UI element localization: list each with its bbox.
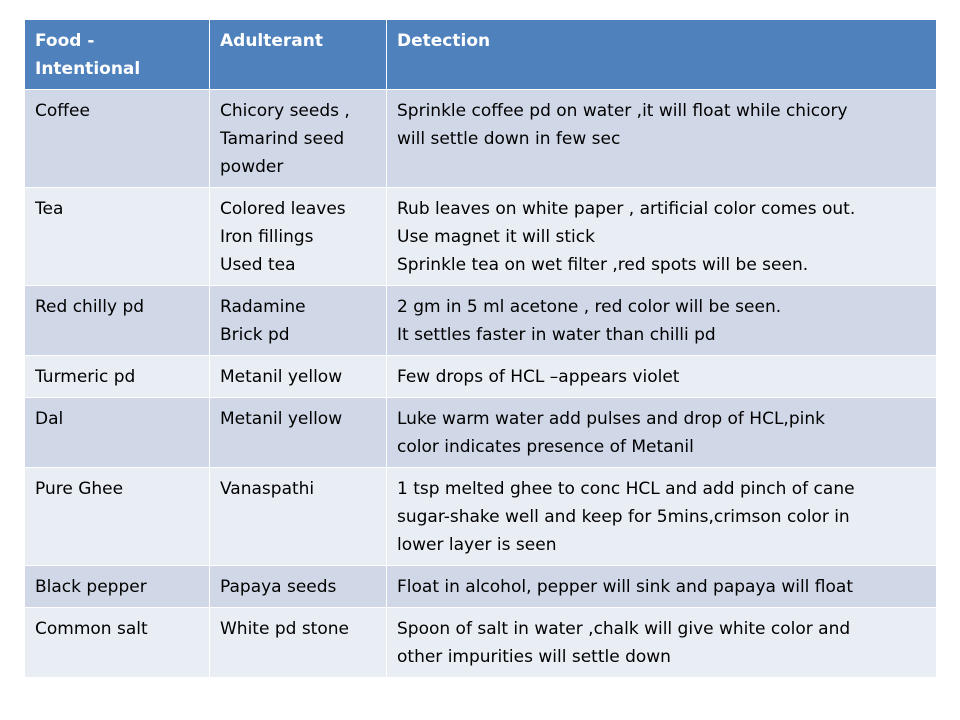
header-detection: Detection — [387, 20, 937, 90]
adulterant-cell — [210, 566, 387, 608]
table-row — [25, 356, 937, 398]
detection-cell-line: Luke warm water add pulses and drop of HCL,pink — [397, 409, 825, 429]
food-cell — [25, 468, 210, 566]
header-adulterant: Adulterant — [210, 20, 387, 90]
detection-cell — [387, 188, 937, 286]
adulterant-cell-line: White pd stone — [220, 619, 349, 639]
food-cell — [25, 188, 210, 286]
detection-cell-line: Few drops of HCL –appears violet — [397, 367, 680, 387]
food-cell-line: Red chilly pd — [35, 297, 145, 317]
table-row — [25, 398, 937, 468]
table-row — [25, 90, 937, 188]
table-body — [25, 90, 937, 678]
detection-cell-line: Rub leaves on white paper , artificial color comes out. — [397, 199, 856, 219]
food-cell — [25, 356, 210, 398]
table-row — [25, 286, 937, 356]
detection-cell-line: other impurities will settle down — [397, 647, 671, 667]
food-cell — [25, 398, 210, 468]
adulterant-cell — [210, 286, 387, 356]
detection-cell — [387, 90, 937, 188]
food-cell-line: Turmeric pd — [35, 367, 136, 387]
detection-cell-line: 1 tsp melted ghee to conc HCL and add pinch of cane — [397, 479, 855, 499]
header-food — [25, 20, 210, 90]
header-food-line-1: Food - — [35, 31, 95, 51]
table-row — [25, 188, 937, 286]
food-cell-line: Coffee — [35, 101, 90, 121]
adulterant-cell-line: Chicory seeds , — [220, 101, 350, 121]
food-cell — [25, 286, 210, 356]
adulterant-cell-line: Iron fillings — [220, 227, 314, 247]
adulterant-cell-line: Vanaspathi — [220, 479, 315, 499]
detection-cell-line: will settle down in few sec — [397, 129, 621, 149]
detection-cell-line: It settles faster in water than chilli pd — [397, 325, 716, 345]
adulterant-cell-line: Metanil yellow — [220, 367, 343, 387]
detection-cell-line: lower layer is seen — [397, 535, 557, 555]
adulterant-cell — [210, 608, 387, 678]
detection-cell — [387, 398, 937, 468]
adulterant-cell — [210, 468, 387, 566]
adulterant-cell-line: Brick pd — [220, 325, 290, 345]
table-row — [25, 608, 937, 678]
detection-cell — [387, 356, 937, 398]
header-food-line-2: Intentional — [35, 59, 141, 79]
adulterant-cell — [210, 398, 387, 468]
adulterant-cell-line: Radamine — [220, 297, 306, 317]
adulterant-cell-line: Metanil yellow — [220, 409, 343, 429]
adulterant-cell-line: Used tea — [220, 255, 296, 275]
adulterant-cell-line: powder — [220, 157, 284, 177]
detection-cell — [387, 566, 937, 608]
food-cell-line: Pure Ghee — [35, 479, 124, 499]
detection-cell — [387, 468, 937, 566]
detection-cell-line: Sprinkle coffee pd on water ,it will float while chicory — [397, 101, 848, 121]
detection-cell — [387, 286, 937, 356]
detection-cell — [387, 608, 937, 678]
adulterant-cell — [210, 356, 387, 398]
detection-cell-line: color indicates presence of Metanil — [397, 437, 694, 457]
adulterant-cell-line: Tamarind seed — [220, 129, 345, 149]
adulterant-cell — [210, 188, 387, 286]
table-header-row — [25, 20, 937, 90]
detection-cell-line: sugar-shake well and keep for 5mins,crimson color in — [397, 507, 850, 527]
table-row — [25, 566, 937, 608]
food-cell-line: Black pepper — [35, 577, 147, 597]
adulterant-cell — [210, 90, 387, 188]
detection-cell-line: Sprinkle tea on wet filter ,red spots will be seen. — [397, 255, 809, 275]
detection-cell-line: 2 gm in 5 ml acetone , red color will be seen. — [397, 297, 782, 317]
food-cell-line: Dal — [35, 409, 64, 429]
adulteration-table — [24, 19, 937, 678]
detection-cell-line: Float in alcohol, pepper will sink and papaya will float — [397, 577, 854, 597]
detection-cell-line: Spoon of salt in water ,chalk will give white color and — [397, 619, 851, 639]
food-cell — [25, 608, 210, 678]
food-cell — [25, 566, 210, 608]
table-row — [25, 468, 937, 566]
food-cell-line: Tea — [35, 199, 64, 219]
food-cell-line: Common salt — [35, 619, 148, 639]
adulterant-cell-line: Papaya seeds — [220, 577, 337, 597]
detection-cell-line: Use magnet it will stick — [397, 227, 595, 247]
food-cell — [25, 90, 210, 188]
adulteration-table-container — [24, 19, 936, 678]
adulterant-cell-line: Colored leaves — [220, 199, 346, 219]
